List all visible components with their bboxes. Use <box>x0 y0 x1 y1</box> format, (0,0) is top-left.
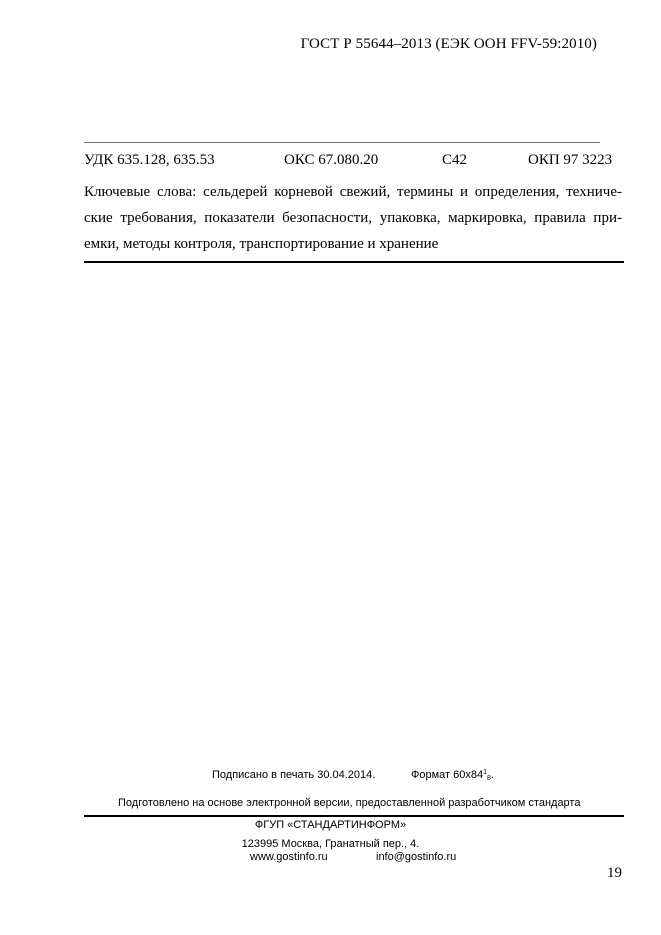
paper-format <box>411 769 494 782</box>
keywords-line: Ключевые слова: сельдерей корневой свежий, термины и определения, техниче- <box>84 184 622 200</box>
publisher-address: 123995 Москва, Гранатный пер., 4. <box>241 838 420 850</box>
publisher-website: www.gostinfo.ru <box>250 851 328 863</box>
document-code: ГОСТ Р 55644–2013 (ЕЭК ООН FFV-59:2010) <box>300 36 597 52</box>
top-divider <box>84 142 600 143</box>
oks-code: ОКС 67.080.20 <box>284 152 379 168</box>
format-denominator: 8 <box>487 775 491 782</box>
okp-code: ОКП 97 3223 <box>528 152 613 168</box>
kgs-code: С42 <box>442 152 468 168</box>
publisher-name: ФГУП «СТАНДАРТИНФОРМ» <box>254 819 407 831</box>
format-label: Формат 60x84 <box>411 769 484 781</box>
udk-code: УДК 635.128, 635.53 <box>84 152 215 168</box>
format-suffix: . <box>490 769 494 781</box>
publisher-email: info@gostinfo.ru <box>376 851 457 863</box>
keywords-paragraph <box>84 179 622 257</box>
signed-to-print: Подписано в печать 30.04.2014. <box>212 769 376 781</box>
page-number: 19 <box>607 865 622 881</box>
format-numerator: 1 <box>483 769 488 776</box>
keywords-divider <box>84 261 624 263</box>
keywords-line: емки, методы контроля, транспортирование и хранение <box>84 236 439 252</box>
keywords-line: ские требования, показатели безопасности, упаковка, маркировка, правила при- <box>84 210 622 226</box>
prepared-note: Подготовлено на основе электронной версии, предоставленной разработчиком стандарта <box>118 797 581 809</box>
footer-divider <box>84 815 624 817</box>
